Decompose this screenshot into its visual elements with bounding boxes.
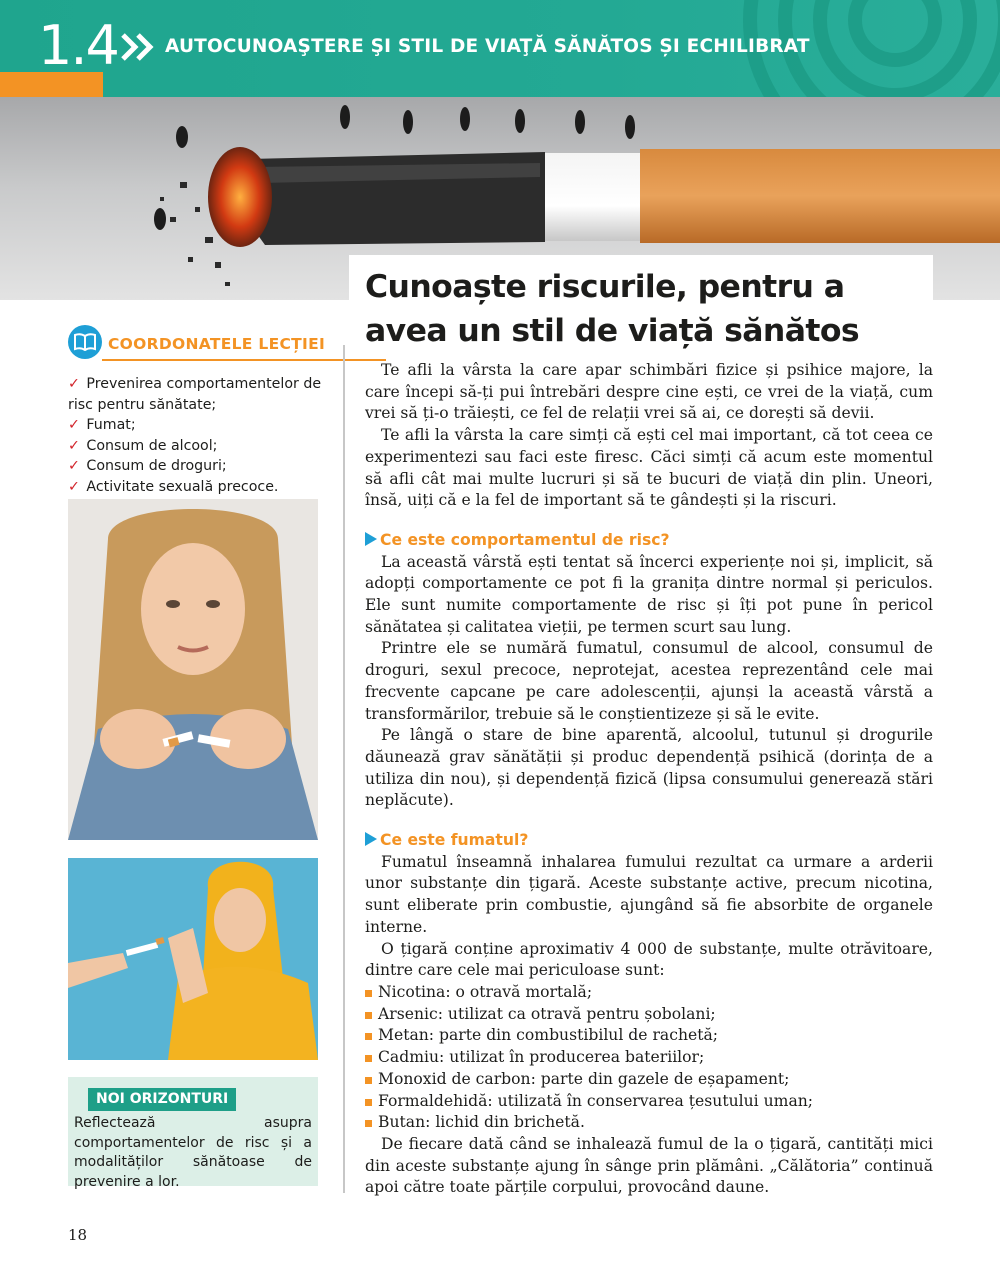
list-item: Butan: lichid din brichetă.	[365, 1112, 933, 1134]
main-text	[365, 360, 933, 1199]
checkmark-icon: ✓	[68, 376, 80, 392]
substances-list	[365, 982, 933, 1134]
square-bullet-icon	[365, 1055, 372, 1062]
list-item: ✓ Consum de droguri;	[68, 458, 227, 474]
checkmark-icon: ✓	[68, 437, 80, 454]
list-item: Metan: parte din combustibilul de rachetă;	[365, 1025, 933, 1047]
page-headline: Cunoaște riscurile, pentru a avea un stil de viață sănătos	[365, 269, 860, 349]
book-icon	[68, 325, 102, 359]
list-item: ✓ Activitate sexuală precoce.	[68, 478, 279, 495]
paragraph: Te afli la vârsta la care simți că ești cel mai important, că tot ceea ce experimentezi sau faci este firesc. Căci simți că acum este momentul să afli cât mai multe lucruri și să te bucuri de viață din plin. Uneori, însă, uiți că e la fel de important să te gândești și la riscuri.	[365, 426, 933, 510]
photo-girl-breaking-cigarette	[68, 499, 318, 840]
square-bullet-icon	[365, 1012, 372, 1019]
list-item: ✓ Prevenirea comportamentelor de risc pentru sănătate;	[68, 376, 322, 413]
page-number: 18	[68, 1226, 88, 1244]
column-divider	[343, 345, 345, 1193]
paragraph: Printre ele se numără fumatul, consumul de alcool, consumul de droguri, sexul precoce, neprotejat, acestea reprezentând cele mai frecvente capcane pe care adolescenții, ajunși la această vârstă a transformărilor, trebuie să le conștientizeze și să le evite.	[365, 639, 933, 723]
list-item: Cadmiu: utilizat în producerea bateriilor;	[365, 1047, 933, 1069]
list-item: Arsenic: utilizat ca otravă pentru șobolani;	[365, 1004, 933, 1026]
list-item: Nicotina: o otravă mortală;	[365, 982, 933, 1004]
lesson-number: 1.4	[38, 14, 118, 77]
new-horizons-title: NOI ORIZONTURI	[88, 1088, 236, 1111]
new-horizons-text: Reflectează asupra comportamentelor de risc și a modalităților sănătoase de prevenire a lor.	[74, 1115, 312, 1190]
list-item: Formaldehidă: utilizată în conservarea țesutului uman;	[365, 1091, 933, 1113]
paragraph: Te afli la vârsta la care apar schimbări fizice și psihice majore, la care începi să-ți pui întrebări despre cine ești, ce vrei de la viață, cum vrei să ți-o trăiești, ce fel de relații vrei să ai, ce dorești să devii.	[365, 361, 933, 423]
checkmark-icon: ✓	[68, 417, 80, 433]
headline-box	[349, 255, 933, 355]
square-bullet-icon	[365, 1077, 372, 1084]
triangle-bullet-icon	[365, 532, 377, 546]
checkmark-icon: ✓	[68, 458, 80, 474]
new-horizons-box	[68, 1077, 318, 1190]
photo-boy-refusing-cigarette	[68, 858, 318, 1060]
paragraph: O țigară conține aproximativ 4 000 de substanțe, multe otrăvitoare, dintre care cele mai periculoase sunt:	[365, 939, 933, 980]
paragraph: La această vârstă ești tentat să încerci experiențe noi și, implicit, să adopți comportamente ce pot fi la granița dintre normal și periculos. Ele sunt numite comportamente de risc și îți pot pune în pericol sănătatea și calitatea vieții, pe termen scurt sau lung.	[365, 552, 933, 636]
square-bullet-icon	[365, 1033, 372, 1040]
list-item: ✓ Consum de alcool;	[68, 437, 218, 454]
paragraph: Fumatul înseamnă inhalarea fumului rezultat ca urmare a arderii unor substanțe din țigară. Aceste substanțe active, precum nicotina, sunt eliberate prin combustie, ajungând să fie absorbite de organele interne.	[365, 852, 933, 936]
lesson-title: AUTOCUNOAŞTERE ŞI STIL DE VIAŢĂ SĂNĂTOS ȘI ECHILIBRAT	[165, 36, 810, 57]
square-bullet-icon	[365, 1099, 372, 1106]
paragraph: Pe lângă o stare de bine aparentă, alcoolul, tutunul și drogurile dăunează grav sănătății și produc dependență psihică (dorința de a utiliza din nou), și dependență fizică (lipsa consumului generează stări neplăcute).	[365, 726, 933, 810]
section-heading-risk-behavior: Ce este comportamentul de risc?	[365, 530, 933, 552]
coordinates-list	[68, 374, 324, 497]
checkmark-icon: ✓	[68, 478, 80, 495]
section-heading-smoking: Ce este fumatul?	[365, 830, 933, 852]
paragraph: De fiecare dată când se inhalează fumul de la o țigară, cantități mici din aceste substanțe ajung în sânge prin plămâni. „Călătoria” continuă apoi către toate părțile corpului, provocând daune.	[365, 1134, 933, 1197]
list-item: ✓ Fumat;	[68, 417, 136, 433]
square-bullet-icon	[365, 1120, 372, 1127]
coordinates-title: COORDONATELE LECȚIEI	[108, 335, 326, 353]
square-bullet-icon	[365, 990, 372, 997]
list-item: Monoxid de carbon: parte din gazele de eșapament;	[365, 1069, 933, 1091]
triangle-bullet-icon	[365, 832, 377, 846]
double-chevron-icon	[120, 32, 160, 62]
lesson-header	[0, 0, 1000, 97]
lesson-coordinates-header	[68, 325, 326, 363]
